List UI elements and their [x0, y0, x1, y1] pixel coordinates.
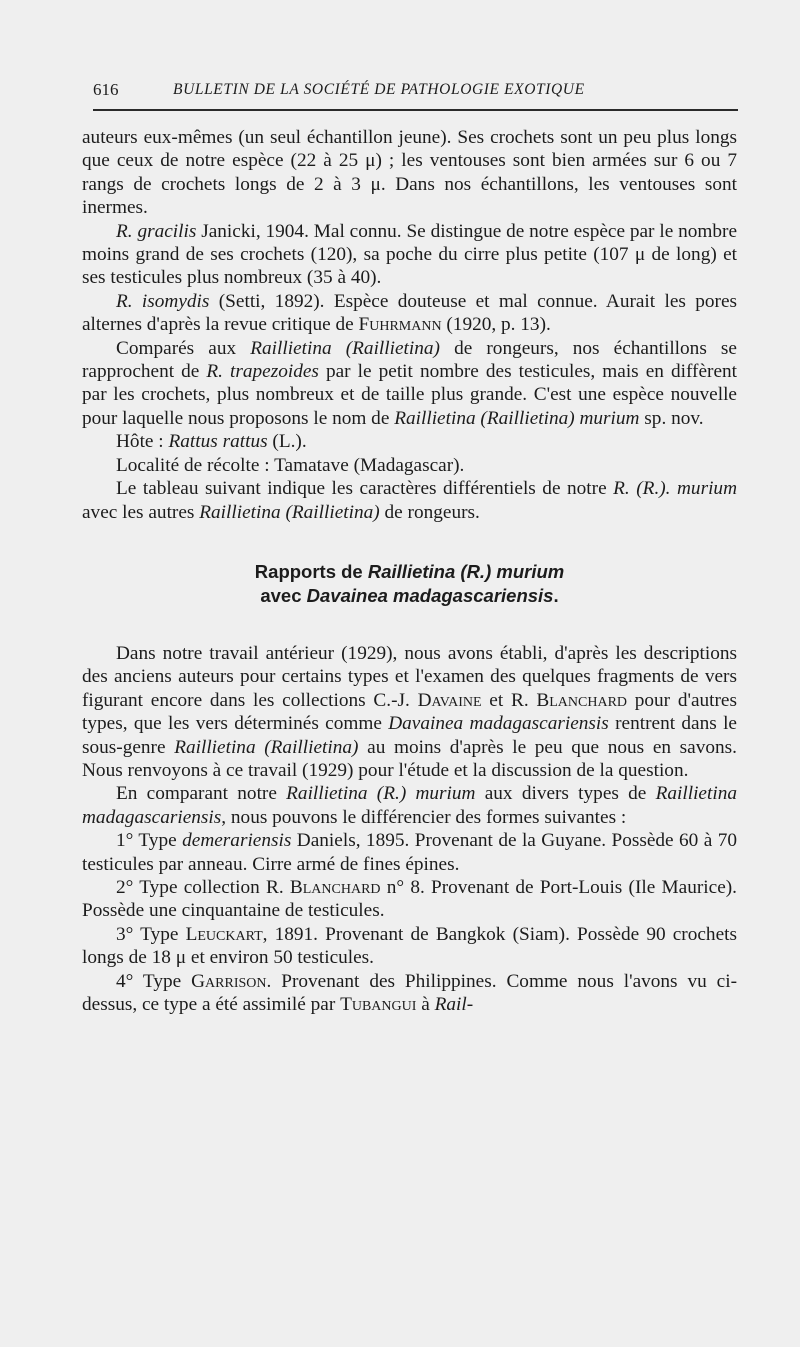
running-head: BULLETIN DE LA SOCIÉTÉ DE PATHOLOGIE EXOTIQUE [173, 81, 585, 98]
paragraph-table-intro: Le tableau suivant indique les caractères différentiels de notre R. (R.). murium avec les autres Raillietina (Raillietina) de rongeurs. [82, 478, 737, 523]
species-name: R. isomydis [116, 290, 210, 312]
paragraph-comparison: Comparés aux Raillietina (Raillietina) de rongeurs, nos échantillons se rapprochent de R. trapezoides par le petit nombre des testicules, mais en diffèrent par les crochets, plus nombreux et de taille plus grande. C'est une espèce nouvelle pour laquelle nous proposons le nom de Raillietina (Raillietina) murium sp. nov. [82, 337, 737, 429]
page-header [93, 80, 738, 102]
header-rule [93, 109, 738, 111]
page-body [82, 126, 737, 1016]
paragraph-host: Hôte : Rattus rattus (L.). [116, 431, 307, 453]
paragraph-previous-work: Dans notre travail antérieur (1929), nous avons établi, d'après les descriptions des anciens auteurs pour certains types et l'examen des quelques fragments de vers figurant encore dans les collections C.-J. Davaine et R. Blanchard pour d'autres types, que les vers déterminés comme Davainea madagascariensis rentrent dans le sous-genre Raillietina (Raillietina) au moins d'après le peu que nous en savons. Nous renvoyons à ce travail (1929) pour l'étude et la discussion de la question. [82, 642, 737, 781]
list-item-type-2: 2° Type collection R. Blanchard n° 8. Provenant de Port-Louis (Ile Maurice). Possède une cinquantaine de testicules. [82, 876, 737, 922]
paragraph-isomydis: R. isomydis (Setti, 1892). Espèce douteuse et mal connue. Aurait les pores alternes d'après la revue critique de Fuhrmann (1920, p. 13). [82, 290, 737, 336]
paragraph-continuation: auteurs eux-mêmes (un seul échantillon jeune). Ses crochets sont un peu plus longs que ceux de notre espèce (22 à 25 μ) ; les ventouses sont bien armées sur 6 ou 7 rangs de crochets longs de 2 à 3 μ. Dans nos échantillons, les ventouses sont inermes. [82, 127, 737, 219]
heading-line-1: Rapports de Raillietina (R.) murium [254, 560, 565, 582]
list-item-type-1: 1° Type demerariensis Daniels, 1895. Provenant de la Guyane. Possède 60 à 70 testicules par anneau. Cirre armé de fines épines. [82, 830, 737, 875]
page-number: 616 [93, 80, 119, 99]
list-item-type-3: 3° Type Leuckart, 1891. Provenant de Bangkok (Siam). Possède 90 crochets longs de 18 μ et environ 50 testicules. [82, 923, 737, 969]
paragraph-locality: Localité de récolte : Tamatave (Madagascar). [116, 454, 465, 476]
author-name: Fuhrmann [358, 314, 442, 336]
section-heading [82, 560, 737, 608]
species-name: R. gracilis [116, 220, 197, 242]
heading-line-2: avec Davainea madagascariensis. [260, 584, 559, 606]
paragraph-comparing-types: En comparant notre Raillietina (R.) murium aux divers types de Raillietina madagascariensis, nous pouvons le différencier des formes suivantes : [82, 783, 737, 828]
paragraph-gracilis: R. gracilis Janicki, 1904. Mal connu. Se distingue de notre espèce par le nombre moins grand de ses crochets (120), sa poche du cirre plus petite (107 μ de long) et ses testicules plus nombreux (35 à 40). [82, 220, 737, 289]
list-item-type-4: 4° Type Garrison. Provenant des Philippines. Comme nous l'avons vu ci-dessus, ce type a été assimilé par Tubangui à Rail- [82, 970, 737, 1015]
